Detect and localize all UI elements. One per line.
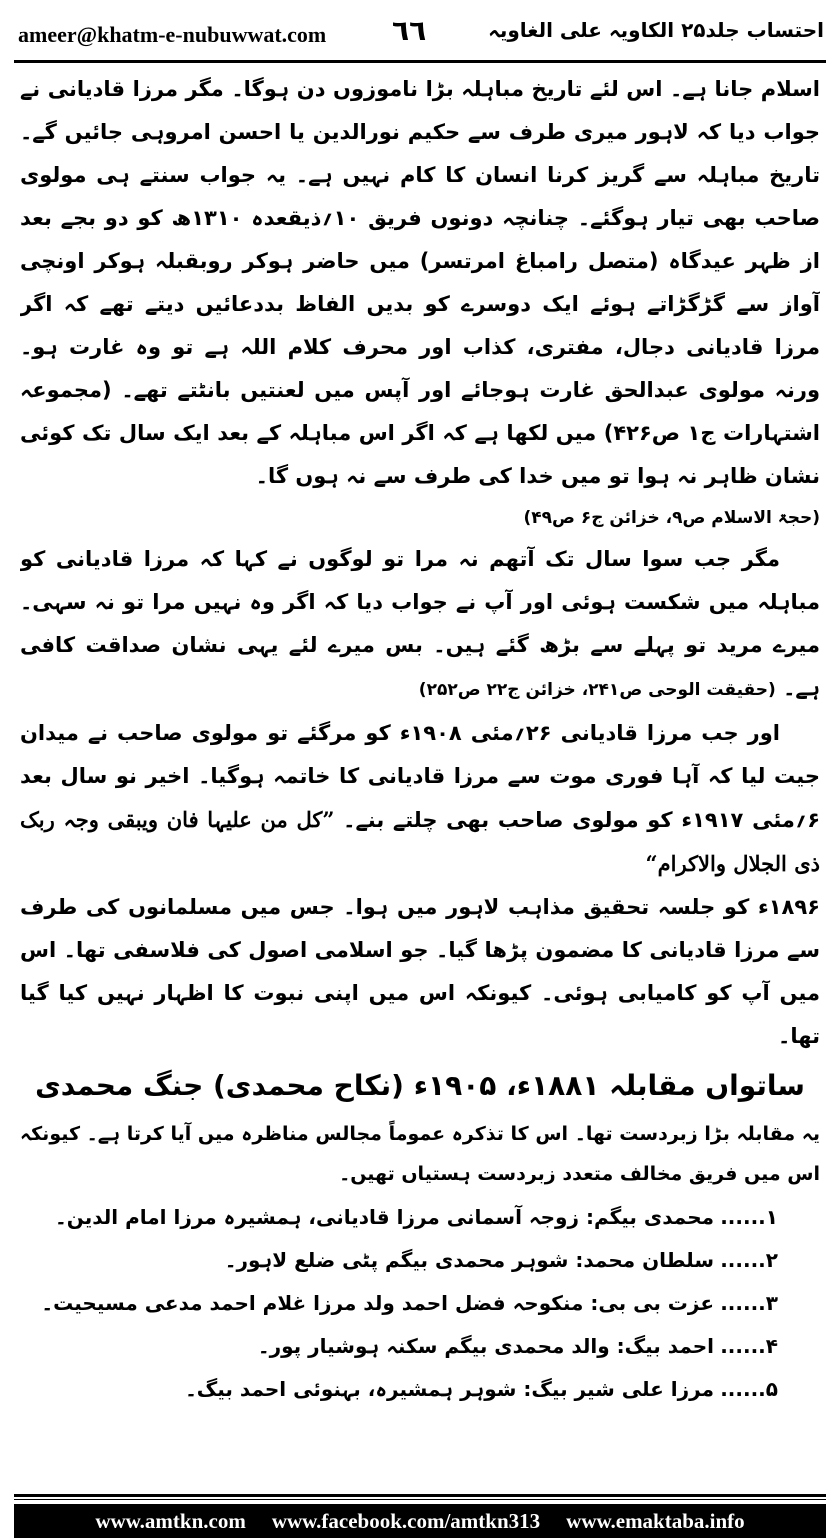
footer-link-emaktaba[interactable]: www.emaktaba.info (566, 1508, 745, 1533)
list-item-text: محمدی بیگم: زوجہ آسمانی مرزا قادیانی، ہمشیرہ مرزا امام الدین۔ (55, 1205, 714, 1229)
page-number: ٦٦ (392, 14, 427, 47)
list-item-text: سلطان محمد: شوہر محمدی بیگم پٹی ضلع لاہور۔ (224, 1248, 714, 1272)
paragraph-2 (20, 538, 820, 712)
list-item (20, 1239, 778, 1282)
list-item-number: ۲...... (720, 1248, 778, 1272)
paragraph-3-text: اور جب مرزا قادیانی ۲۶؍مئی ۱۹۰۸ء کو مرگئے تو مولوی صاحب نے میدان جیت لیا کہ آہا فوری موت سے مرزا قادیانی کا خاتمہ ہوگیا۔ اخیر نو سال بعد ۶؍مئی ۱۹۱۷ء کو مولوی صاحب بھی چلتے بنے۔ (20, 721, 820, 832)
paragraph-4: ۱۸۹۶ء کو جلسہ تحقیق مذاہب لاہور میں ہوا۔ جس میں مسلمانوں کی طرف سے مرزا قادیانی کا مضمون پڑھا گیا۔ جو اسلامی اصول کی فلاسفی تھا۔ اس میں آپ کو کامیابی ہوئی۔ کیونکہ اس میں اپنی نبوت کا اظہار نہیں کیا گیا تھا۔ (20, 895, 820, 1048)
arabic-quote: ”کل من علیہا فان ویبقی وجہ ربک ذی الجلال والاکرام“ (20, 807, 820, 876)
page-header (0, 0, 840, 62)
list-item-number: ۱...... (720, 1205, 778, 1229)
paragraph-1: اسلام جانا ہے۔ اس لئے تاریخ مباہلہ بڑا ناموزوں دن ہوگا۔ مگر مرزا قادیانی نے جواب دیا کہ لاہور میری طرف سے حکیم نورالدین یا احسن امروہی جائیں گے۔ تاریخ مباہلہ سے گریز کرنا انسان کا کام نہیں ہے۔ یہ جواب سنتے ہی مولوی صاحب بھی تیار ہوگئے۔ چنانچہ دونوں فریق ۱۰؍ذیقعدہ ۱۳۱۰ھ کو دو بجے بعد از ظہر عیدگاہ (متصل رامباغ امرتسر) میں حاضر ہوکر روبقبلہ ہوکر اونچی آواز سے گڑگڑاتے ہوئے ایک دوسرے کو بدیں الفاظ بددعائیں دیتے تھے کہ اگر مرزا قادیانی دجال، مفتری، کذاب اور محرف کلام اللہ ہے تو وہ غارت ہو۔ ورنہ مولوی عبدالحق غارت ہوجائے اور آپس میں لعنتیں بانٹتے تھے۔ (مجموعہ اشتہارات ج۱ ص۴۲۶) میں لکھا ہے کہ اگر اس مباہلہ کے بعد ایک سال تک کوئی نشان ظاہر نہ ہوا تو میں خدا کی طرف سے نہ ہوں گا۔ (20, 77, 820, 488)
list-item-number: ۵...... (720, 1377, 778, 1401)
footer-divider (14, 1494, 826, 1497)
book-title: احتساب جلد۲۵ الکاویہ علی الغاویہ (488, 18, 824, 42)
list-item (20, 1196, 778, 1239)
footer-link-facebook[interactable]: www.facebook.com/amtkn313 (271, 1508, 541, 1533)
section-intro: یہ مقابلہ بڑا زبردست تھا۔ اس کا تذکرہ عموماً مجالس مناظرہ میں آیا کرتا ہے۔ کیونکہ اس میں فریق مخالف متعدد زبردست ہستیاں تھیں۔ (20, 1123, 820, 1185)
reference-1: (حجۃ الاسلام ص۹، خزائن ج۶ ص۴۹) (523, 508, 820, 528)
list-item-text: احمد بیگ: والد محمدی بیگم سکنہ ہوشیار پور۔ (257, 1334, 714, 1358)
paragraph-3 (20, 712, 820, 886)
page-content (20, 68, 820, 1458)
header-divider (14, 60, 826, 63)
section-heading: ساتواں مقابلہ ۱۸۸۱ء، ۱۹۰۵ء (نکاح محمدی) جنگ محمدی (35, 1069, 805, 1102)
list-item-number: ۴...... (720, 1334, 778, 1358)
reference-2: (حقیقت الوحی ص۲۴۱، خزائن ج۲۲ ص۲۵۲) (418, 680, 776, 700)
list-item (20, 1368, 778, 1411)
list-item-number: ۳...... (720, 1291, 778, 1315)
opponents-list (20, 1196, 820, 1411)
paragraph-2-text: مگر جب سوا سال تک آتھم نہ مرا تو لوگوں نے کہا کہ مرزا قادیانی کو مباہلہ میں شکست ہوئی اور آپ نے جواب دیا کہ اگر وہ نہیں مرا تو نہ سہی۔ میرے مرید تو پہلے سے بڑھ گئے ہیں۔ بس میرے لئے یہی نشان صداقت کافی ہے۔ (20, 547, 820, 700)
header-email: ameer@khatm-e-nubuwwat.com (18, 22, 327, 47)
footer-divider-thin (14, 1499, 826, 1500)
list-item (20, 1282, 778, 1325)
list-item-text: مرزا علی شیر بیگ: شوہر ہمشیرہ، بہنوئی احمد بیگ۔ (185, 1377, 714, 1401)
list-item-text: عزت بی بی: منکوحہ فضل احمد ولد مرزا غلام احمد مدعی مسیحیت۔ (41, 1291, 714, 1315)
footer-link-amtkn[interactable]: www.amtkn.com (95, 1508, 246, 1533)
list-item (20, 1325, 778, 1368)
footer-bar (14, 1504, 826, 1538)
